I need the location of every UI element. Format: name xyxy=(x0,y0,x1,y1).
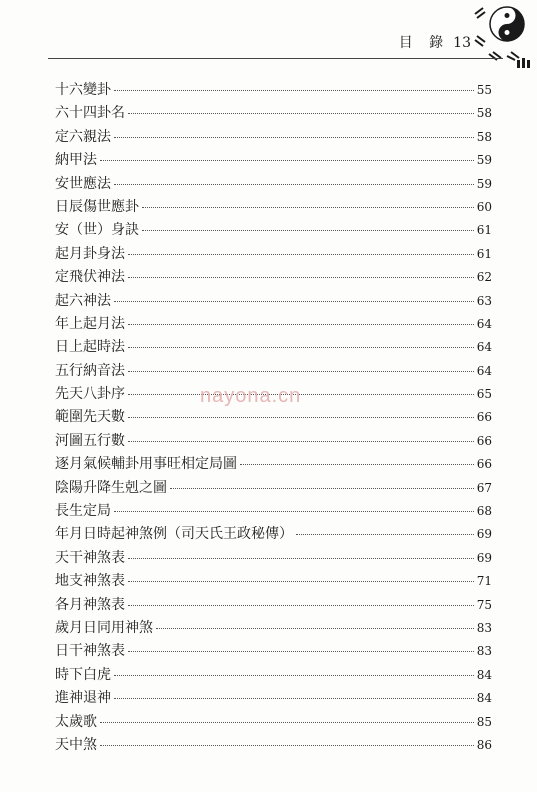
toc-entry[interactable] xyxy=(55,547,492,570)
leader-dots xyxy=(128,277,474,278)
entry-page: 69 xyxy=(476,527,492,542)
entry-title: 安（世）身訣 xyxy=(55,222,139,239)
leader-dots xyxy=(128,371,474,372)
toc-entry[interactable] xyxy=(55,219,492,242)
entry-page: 64 xyxy=(476,316,492,331)
entry-page: 55 xyxy=(476,83,492,97)
toc-entry[interactable] xyxy=(55,500,492,523)
running-header xyxy=(399,32,471,52)
entry-title: 太歲歌 xyxy=(55,713,97,730)
entry-title: 先天八卦序 xyxy=(55,386,125,403)
entry-title: 日辰傷世應卦 xyxy=(55,198,139,215)
leader-dots xyxy=(128,324,474,325)
entry-title: 天干神煞表 xyxy=(55,549,125,566)
entry-title: 年上起月法 xyxy=(55,315,125,332)
leader-dots xyxy=(142,207,474,208)
entry-title: 範圍先天數 xyxy=(55,409,125,426)
leader-dots xyxy=(128,254,474,255)
leader-dots xyxy=(100,160,474,161)
leader-dots xyxy=(240,464,474,465)
entry-page: 66 xyxy=(476,410,492,425)
toc-entry[interactable] xyxy=(55,664,492,687)
toc-entry[interactable] xyxy=(55,406,492,429)
toc-entry[interactable] xyxy=(55,336,492,359)
leader-dots xyxy=(114,675,474,676)
entry-page: 64 xyxy=(476,363,492,378)
toc-entry[interactable] xyxy=(55,687,492,710)
entry-page: 84 xyxy=(476,667,492,682)
table-of-contents xyxy=(55,79,492,757)
toc-entry[interactable] xyxy=(55,570,492,593)
toc-entry[interactable] xyxy=(55,711,492,734)
leader-dots xyxy=(100,722,474,723)
leader-dots xyxy=(114,698,474,699)
leader-dots xyxy=(114,90,474,91)
leader-dots xyxy=(156,628,474,629)
entry-title: 起月卦身法 xyxy=(55,245,125,262)
entry-page: 66 xyxy=(476,433,492,448)
toc-entry[interactable] xyxy=(55,523,492,546)
leader-dots xyxy=(114,301,474,302)
header-page-number: 13 xyxy=(453,35,471,51)
entry-title: 年月日時起神煞例（司天氏王政秘傳） xyxy=(55,526,293,543)
toc-entry[interactable] xyxy=(55,477,492,500)
entry-title: 日上起時法 xyxy=(55,339,125,356)
watermark: nayona.cn xyxy=(200,385,302,407)
toc-entry[interactable] xyxy=(55,640,492,663)
toc-entry[interactable] xyxy=(55,149,492,172)
entry-title: 定六親法 xyxy=(55,128,111,145)
toc-entry[interactable] xyxy=(55,430,492,453)
toc-entry[interactable] xyxy=(55,594,492,617)
entry-page: 60 xyxy=(476,199,492,214)
leader-dots xyxy=(114,137,474,138)
entry-page: 68 xyxy=(476,504,492,519)
leader-dots xyxy=(128,441,474,442)
toc-entry[interactable] xyxy=(55,126,492,149)
leader-dots xyxy=(296,534,474,535)
leader-dots xyxy=(128,581,474,582)
entry-page: 65 xyxy=(476,387,492,402)
entry-page: 64 xyxy=(476,340,492,355)
entry-page: 67 xyxy=(476,480,492,495)
entry-title: 各月神煞表 xyxy=(55,596,125,613)
leader-dots xyxy=(114,511,474,512)
entry-title: 時下白虎 xyxy=(55,666,111,683)
leader-dots xyxy=(100,745,474,746)
toc-entry[interactable] xyxy=(55,734,492,757)
entry-page: 61 xyxy=(476,246,492,261)
entry-page: 61 xyxy=(476,223,492,238)
entry-page: 86 xyxy=(476,737,492,752)
toc-entry[interactable] xyxy=(55,196,492,219)
leader-dots xyxy=(142,230,474,231)
toc-entry[interactable] xyxy=(55,243,492,266)
entry-page: 75 xyxy=(476,597,492,612)
toc-entry[interactable] xyxy=(55,173,492,196)
leader-dots xyxy=(114,184,474,185)
entry-title: 六十四卦名 xyxy=(55,105,125,122)
entry-page: 71 xyxy=(476,574,492,589)
entry-title: 安世應法 xyxy=(55,175,111,192)
leader-dots xyxy=(128,651,474,652)
entry-title: 長生定局 xyxy=(55,503,111,520)
leader-dots xyxy=(128,605,474,606)
leader-dots xyxy=(128,347,474,348)
entry-page: 59 xyxy=(476,153,492,168)
toc-entry[interactable] xyxy=(55,453,492,476)
entry-title: 歲月日同用神煞 xyxy=(55,619,153,636)
leader-dots xyxy=(128,417,474,418)
toc-entry[interactable] xyxy=(55,102,492,125)
entry-title: 起六神法 xyxy=(55,292,111,309)
entry-page: 85 xyxy=(476,714,492,729)
entry-page: 69 xyxy=(476,550,492,565)
entry-title: 五行納音法 xyxy=(55,362,125,379)
toc-entry[interactable] xyxy=(55,290,492,313)
entry-page: 84 xyxy=(476,691,492,706)
entry-page: 59 xyxy=(476,176,492,191)
entry-title: 地支神煞表 xyxy=(55,573,125,590)
toc-entry[interactable] xyxy=(55,313,492,336)
leader-dots xyxy=(128,558,474,559)
entry-page: 58 xyxy=(476,106,492,121)
entry-page: 63 xyxy=(476,293,492,308)
entry-page: 66 xyxy=(476,457,492,472)
entry-title: 納甲法 xyxy=(55,152,97,169)
toc-entry[interactable] xyxy=(55,360,492,383)
entry-title: 陰陽升降生剋之圖 xyxy=(55,479,167,496)
header-title: 目 錄 xyxy=(398,35,450,51)
toc-entry[interactable] xyxy=(55,617,492,640)
toc-entry[interactable] xyxy=(55,266,492,289)
entry-title: 進神退神 xyxy=(55,690,111,707)
entry-title: 十六變卦 xyxy=(55,82,111,98)
entry-title: 河圖五行數 xyxy=(55,432,125,449)
toc-entry[interactable] xyxy=(55,79,492,102)
leader-dots xyxy=(170,488,474,489)
header-rule xyxy=(48,58,503,59)
entry-title: 日干神煞表 xyxy=(55,643,125,660)
entry-page: 62 xyxy=(476,270,492,285)
entry-page: 83 xyxy=(476,644,492,659)
entry-title: 天中煞 xyxy=(55,736,97,753)
entry-page: 83 xyxy=(476,620,492,635)
entry-title: 定飛伏神法 xyxy=(55,269,125,286)
leader-dots xyxy=(128,113,474,114)
bagua-taiji-icon xyxy=(467,0,537,72)
entry-page: 58 xyxy=(476,129,492,144)
entry-title: 逐月氣候輔卦用事旺相定局圖 xyxy=(55,456,237,473)
